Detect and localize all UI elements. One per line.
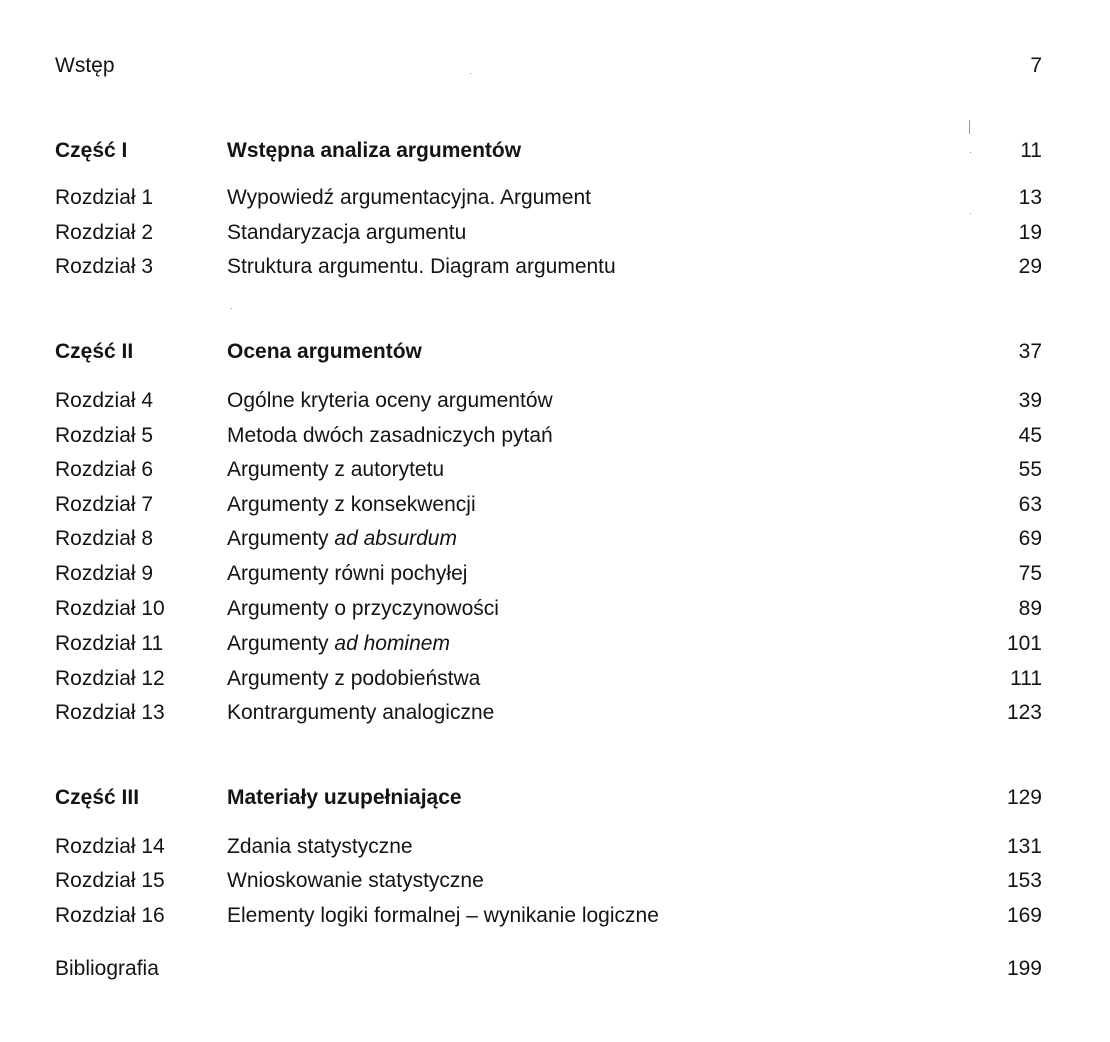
chapter-title: Struktura argumentu. Diagram argumentu bbox=[227, 255, 616, 278]
part-page-number: 11 bbox=[1020, 139, 1042, 162]
toc-chapter-row bbox=[55, 183, 1042, 213]
chapter-label: Rozdział 14 bbox=[55, 835, 165, 858]
scan-speck bbox=[970, 152, 971, 153]
chapter-title: Metoda dwóch zasadniczych pytań bbox=[227, 424, 553, 447]
chapter-title: Zdania statystyczne bbox=[227, 835, 413, 858]
chapter-title bbox=[227, 629, 450, 659]
chapter-title: Wypowiedź argumentacyjna. Argument bbox=[227, 186, 591, 209]
chapter-page-number: 13 bbox=[1018, 186, 1042, 209]
toc-chapter-row bbox=[55, 421, 1042, 451]
chapter-label: Rozdział 7 bbox=[55, 493, 154, 516]
chapter-page-number: 39 bbox=[1018, 389, 1042, 412]
toc-chapter-row bbox=[55, 524, 1042, 554]
chapter-title: Kontrargumenty analogiczne bbox=[227, 701, 495, 724]
chapter-title: Standaryzacja argumentu bbox=[227, 221, 467, 244]
toc-chapter-row bbox=[55, 832, 1042, 862]
chapter-page-number: 55 bbox=[1018, 458, 1042, 481]
part-page-number: 37 bbox=[1018, 340, 1042, 363]
toc-chapter-row bbox=[55, 386, 1042, 416]
toc-entry-intro bbox=[55, 51, 1042, 81]
toc-chapter-row bbox=[55, 455, 1042, 485]
chapter-page-number: 123 bbox=[1006, 701, 1042, 724]
chapter-page-number: 69 bbox=[1018, 527, 1042, 550]
chapter-label: Rozdział 1 bbox=[55, 186, 154, 209]
toc-chapter-row bbox=[55, 594, 1042, 624]
chapter-title: Ogólne kryteria oceny argumentów bbox=[227, 389, 553, 412]
chapter-title: Argumenty równi pochyłej bbox=[227, 562, 468, 585]
chapter-page-number: 29 bbox=[1018, 255, 1042, 278]
chapter-page-number: 19 bbox=[1018, 221, 1042, 244]
chapter-title: Argumenty o przyczynowości bbox=[227, 597, 499, 620]
chapter-page-number: 169 bbox=[1006, 904, 1042, 927]
entry-page-number: 199 bbox=[1006, 957, 1042, 980]
chapter-label: Rozdział 4 bbox=[55, 389, 154, 412]
chapter-label: Rozdział 10 bbox=[55, 597, 165, 620]
toc-part-heading-1 bbox=[55, 136, 1042, 166]
toc-chapter-row bbox=[55, 559, 1042, 589]
chapter-label: Rozdział 15 bbox=[55, 869, 165, 892]
part-label: Część III bbox=[55, 786, 140, 809]
toc-chapter-row bbox=[55, 698, 1042, 728]
chapter-label: Rozdział 11 bbox=[55, 632, 164, 655]
chapter-label: Rozdział 8 bbox=[55, 527, 154, 550]
chapter-title: Argumenty z podobieństwa bbox=[227, 667, 481, 690]
part-label: Część I bbox=[55, 139, 128, 162]
part-label: Część II bbox=[55, 340, 134, 363]
scan-speck bbox=[970, 213, 971, 214]
chapter-label: Rozdział 12 bbox=[55, 667, 165, 690]
chapter-label: Rozdział 16 bbox=[55, 904, 165, 927]
part-page-number: 129 bbox=[1006, 786, 1042, 809]
chapter-page-number: 45 bbox=[1018, 424, 1042, 447]
chapter-page-number: 75 bbox=[1018, 562, 1042, 585]
chapter-page-number: 101 bbox=[1006, 632, 1042, 655]
chapter-title-text: Argumenty bbox=[227, 632, 335, 655]
part-title: Wstępna analiza argumentów bbox=[227, 139, 522, 162]
toc-chapter-row bbox=[55, 866, 1042, 896]
chapter-title: Wnioskowanie statystyczne bbox=[227, 869, 484, 892]
part-title: Ocena argumentów bbox=[227, 340, 422, 363]
chapter-label: Rozdział 2 bbox=[55, 221, 154, 244]
entry-page-number: 7 bbox=[1030, 54, 1042, 77]
chapter-title bbox=[227, 524, 457, 554]
chapter-title-text: Argumenty bbox=[227, 527, 335, 550]
chapter-label: Rozdział 9 bbox=[55, 562, 154, 585]
chapter-label: Rozdział 6 bbox=[55, 458, 154, 481]
chapter-page-number: 153 bbox=[1006, 869, 1042, 892]
toc-entry-bibliography bbox=[55, 954, 1042, 984]
part-title: Materiały uzupełniające bbox=[227, 786, 462, 809]
scan-speck bbox=[969, 120, 970, 134]
toc-part-heading-3 bbox=[55, 783, 1042, 813]
chapter-title-italic: ad hominem bbox=[334, 632, 450, 655]
entry-title: Bibliografia bbox=[55, 957, 159, 980]
toc-part-heading-2 bbox=[55, 337, 1042, 367]
chapter-label: Rozdział 13 bbox=[55, 701, 165, 724]
toc-chapter-row bbox=[55, 252, 1042, 282]
chapter-label: Rozdział 5 bbox=[55, 424, 154, 447]
scan-speck bbox=[470, 73, 471, 74]
toc-chapter-row bbox=[55, 901, 1042, 931]
toc-chapter-row bbox=[55, 664, 1042, 694]
toc-chapter-row bbox=[55, 218, 1042, 248]
chapter-page-number: 63 bbox=[1018, 493, 1042, 516]
toc-chapter-row bbox=[55, 629, 1042, 659]
scan-speck bbox=[231, 308, 232, 309]
chapter-title: Argumenty z konsekwencji bbox=[227, 493, 476, 516]
chapter-page-number: 111 bbox=[1010, 667, 1042, 690]
chapter-page-number: 131 bbox=[1006, 835, 1042, 858]
chapter-page-number: 89 bbox=[1018, 597, 1042, 620]
chapter-title: Elementy logiki formalnej – wynikanie logiczne bbox=[227, 904, 659, 927]
toc-chapter-row bbox=[55, 490, 1042, 520]
chapter-title: Argumenty z autorytetu bbox=[227, 458, 445, 481]
entry-title: Wstęp bbox=[55, 54, 115, 77]
chapter-label: Rozdział 3 bbox=[55, 255, 154, 278]
chapter-title-italic: ad absurdum bbox=[334, 527, 457, 550]
